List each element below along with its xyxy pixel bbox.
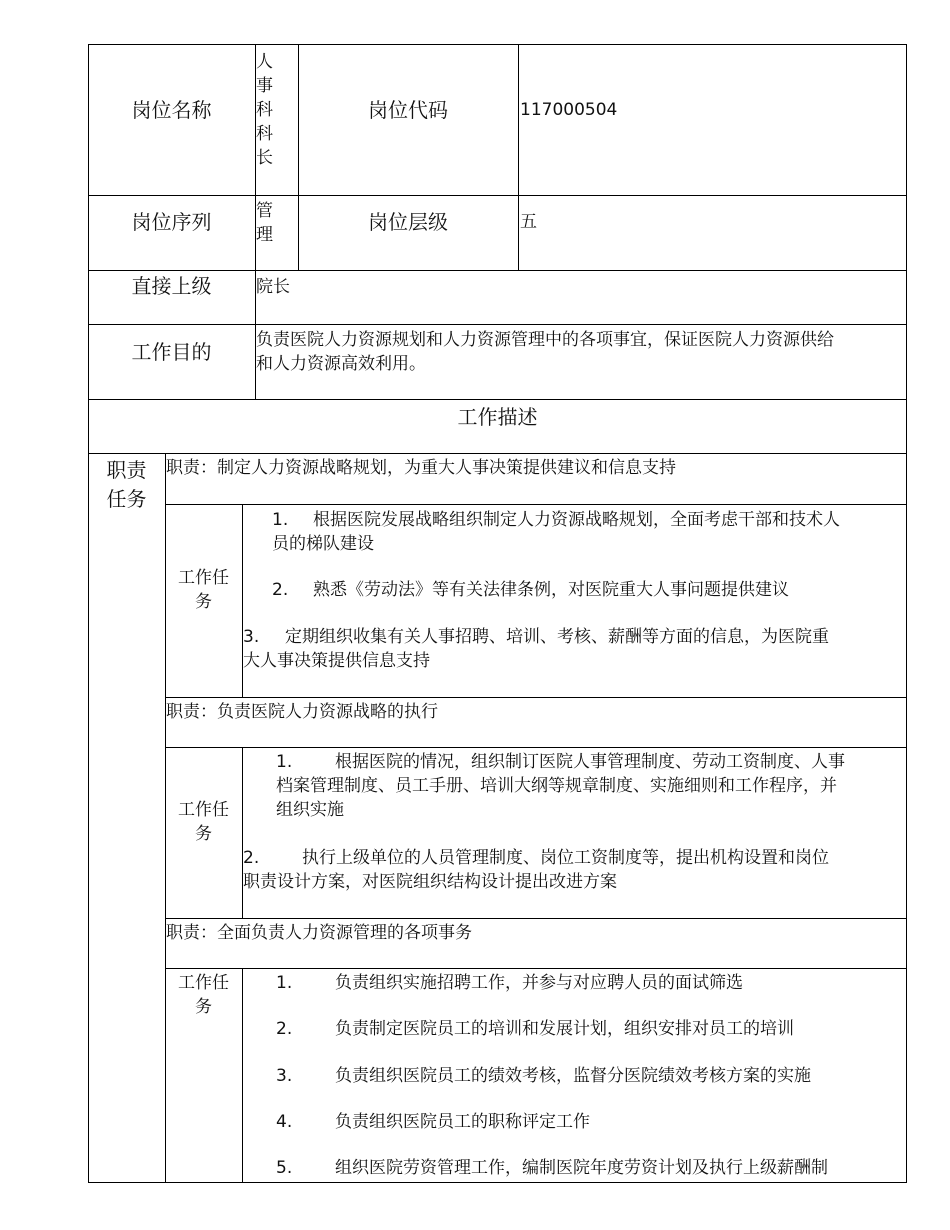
task-label: 工作任 <box>178 973 229 993</box>
task-number: 1. <box>276 973 293 993</box>
task-text: 组织实施 <box>276 800 344 820</box>
row-divider <box>88 324 907 325</box>
task-number: 1. <box>276 752 293 772</box>
position-level-value: 五 <box>520 212 537 232</box>
task-number: 2. <box>272 580 289 600</box>
purpose-label: 工作目的 <box>131 340 212 364</box>
task-text: 负责组织实施招聘工作，并参与对应聘人员的面试筛选 <box>335 973 743 993</box>
task-label: 工作任 <box>178 800 229 820</box>
superior-value: 院长 <box>256 277 290 297</box>
task-text: 员的梯队建设 <box>272 534 374 554</box>
task-text: 大人事决策提供信息支持 <box>243 651 430 671</box>
task-text: 熟悉《劳动法》等有关法律条例，对医院重大人事问题提供建议 <box>313 580 789 600</box>
task-text: 负责组织医院员工的绩效考核，监督分医院绩效考核方案的实施 <box>335 1066 811 1086</box>
position-code-label: 岗位代码 <box>368 98 448 122</box>
row-divider <box>88 399 907 400</box>
task-text: 组织医院劳资管理工作，编制医院年度劳资计划及执行上级薪酬制 <box>335 1158 828 1178</box>
purpose-text-line: 负责医院人力资源规划和人力资源管理中的各项事宜，保证医院人力资源供给 <box>256 330 834 350</box>
task-text: 职责设计方案，对医院组织结构设计提出改进方案 <box>243 872 617 892</box>
row-divider <box>88 453 907 454</box>
task-text: 根据医院的情况，组织制订医院人事管理制度、劳动工资制度、人事 <box>335 752 845 772</box>
duty-title: 职责：负责医院人力资源战略的执行 <box>166 702 438 722</box>
table-border-top <box>88 44 907 45</box>
col-divider <box>242 968 243 1183</box>
task-label: 务 <box>195 592 212 612</box>
col-divider <box>518 44 519 271</box>
col-divider <box>298 44 299 271</box>
row-divider <box>165 747 907 748</box>
superior-label: 直接上级 <box>131 274 212 298</box>
table-border-bottom <box>88 1182 907 1183</box>
task-text: 执行上级单位的人员管理制度、岗位工资制度等，提出机构设置和岗位 <box>302 848 829 868</box>
position-name-value: 人事科科长 <box>256 52 273 168</box>
task-text: 定期组织收集有关人事招聘、培训、考核、薪酬等方面的信息，为医院重 <box>285 627 829 647</box>
row-divider <box>88 195 907 196</box>
purpose-text-line: 和人力资源高效利用。 <box>256 354 426 374</box>
duty-title: 职责：全面负责人力资源管理的各项事务 <box>166 923 472 943</box>
task-label: 工作任 <box>178 568 229 588</box>
task-number: 4. <box>276 1112 293 1132</box>
task-number: 3. <box>243 627 260 647</box>
row-divider <box>165 968 907 969</box>
work-description-title: 工作描述 <box>457 405 538 429</box>
task-text: 档案管理制度、员工手册、培训大纲等规章制度、实施细则和工作程序，并 <box>276 776 837 796</box>
task-number: 5. <box>276 1158 293 1178</box>
task-number: 2. <box>243 848 260 868</box>
task-number: 3. <box>276 1066 293 1086</box>
position-series-label: 岗位序列 <box>131 210 212 234</box>
position-name-label: 岗位名称 <box>131 98 212 122</box>
task-label: 务 <box>195 997 212 1017</box>
row-divider <box>165 504 907 505</box>
duty-title: 职责：制定人力资源战略规划，为重大人事决策提供建议和信息支持 <box>166 458 676 478</box>
position-code-value: 117000504 <box>520 100 618 120</box>
duty-task-label: 任务 <box>106 487 147 511</box>
position-level-label: 岗位层级 <box>368 210 448 234</box>
row-divider <box>88 270 907 271</box>
table-border-right <box>906 44 907 1183</box>
position-series-value: 管理 <box>256 201 273 245</box>
task-text: 负责组织医院员工的职称评定工作 <box>335 1112 590 1132</box>
row-divider <box>165 697 907 698</box>
duty-task-label: 职责 <box>106 458 147 482</box>
task-text: 根据医院发展战略组织制定人力资源战略规划，全面考虑干部和技术人 <box>313 510 840 530</box>
row-divider <box>165 918 907 919</box>
task-label: 务 <box>195 824 212 844</box>
task-text: 负责制定医院员工的培训和发展计划，组织安排对员工的培训 <box>335 1019 794 1039</box>
task-number: 1. <box>272 510 289 530</box>
task-number: 2. <box>276 1019 293 1039</box>
